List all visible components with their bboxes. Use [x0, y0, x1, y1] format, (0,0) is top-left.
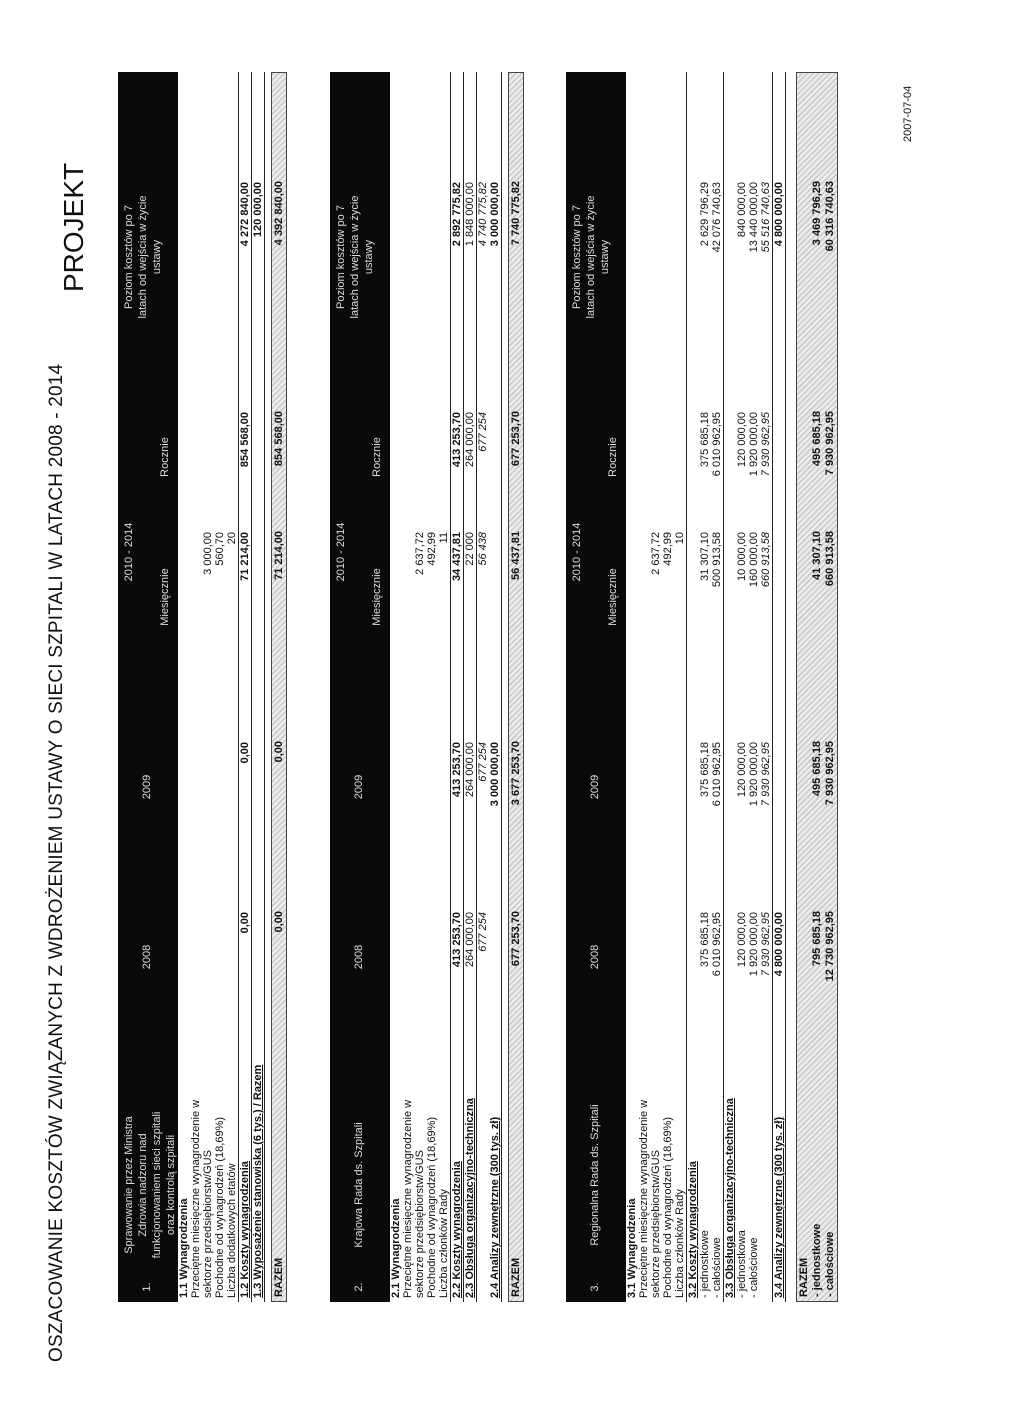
s1-row: Pochodne od wynagrodzeń (18,69%) 560,70 [214, 532, 226, 1298]
s3-row: 7 930 962,95 7 930 962,95 660 913,58 7 930 962,95 55 516 740,63 [760, 72, 773, 1302]
s3-row: sektorze przedsiębiorstw/GUS 2 637,72 [650, 532, 662, 1298]
date-stamp: 2007-07-04 [902, 85, 914, 142]
s3-row: 3.4 Analizy zewnętrzne (300 tys. zł) 4 800 000,00 4 800 000,00 [773, 72, 786, 1302]
s1-row: Liczba dodatkowych etatów 20 [226, 72, 239, 1302]
s2-row: Przeciętne miesięczne wynagrodzenie w [402, 1099, 414, 1298]
s2-row: sektorze przedsiębiorstw/GUS 2 637,72 [414, 532, 426, 1298]
s2-row: 2.3 Obsługa organizacyjno-techniczna 264 000,00 264 000,00 22 000 264 000,00 1 848 000,00 [464, 72, 477, 1302]
s1-row: Przeciętne miesięczne wynagrodzenie w [190, 1099, 202, 1298]
s3-row: - całościowe 6 010 962,95 6 010 962,95 500 913,58 6 010 962,95 42 076 740,63 [711, 72, 724, 1302]
s2-row: 2.2 Koszty wynagrodzenia 413 253,70 413 253,70 34 437,81 413 253,70 2 892 775,82 [451, 72, 464, 1302]
s1-row: 1.3 Wyposażenie stanowiska (6 tys.) / Razem 120 000,00 [252, 72, 265, 1302]
s3-row: Przeciętne miesięczne wynagrodzenie w [638, 1099, 650, 1298]
s2-total-row: RAZEM 677 253,70 3 677 253,70 56 437,81 677 253,70 7 740 775,82 [508, 72, 524, 1302]
s3-row: - jednostkowa 120 000,00 120 000,00 10 000,00 120 000,00 840 000,00 [736, 182, 748, 1298]
document-title: OSZACOWANIE KOSZTÓW ZWIĄZANYCH Z WDROŻENIEM USTAWY O SIECI SZPITALI W LATACH 2008 - 2014 [46, 363, 67, 1362]
section-1-header: 1. Sprawowanie przez Ministra Zdrowia nadzoru nad funkcjonowaniem sieci szpitali oraz kontrolą szpitali 2008 2009 2010 - 2014 Miesięcznie Rocznie Poziom kosztów po 7 latach od wejścia w życie ustawy [118, 72, 178, 1302]
section-3-header: 3. Regionalna Rada ds. Szpitali 2008 2009 2010 - 2014 Miesięcznie Rocznie Poziom kosztów po 7 latach od wejścia w życie ustawy [566, 72, 626, 1302]
s1-row: 1.1 Wynagrodzenia [178, 1198, 190, 1298]
s2-row: Liczba członków Rady 11 [438, 72, 451, 1302]
section-2-table [330, 72, 524, 1302]
s3-row: - jednostkowe 375 685,18 375 685,18 31 307,10 375 685,18 2 629 796,29 [699, 182, 711, 1298]
s1-row: sektorze przedsiębiorstw/GUS 3 000,00 [202, 532, 214, 1298]
s2-row: 2.1 Wynagrodzenia [390, 1198, 402, 1298]
s1-total-row: RAZEM 0,00 0,00 71 214,00 854 568,00 4 392 840,00 [271, 72, 287, 1302]
projekt-label: PROJEKT [58, 162, 89, 292]
section-2-header: 2. Krajowa Rada ds. Szpitali 2008 2009 2010 - 2014 Miesięcznie Rocznie Poziom kosztów po 7 latach od wejścia w życie ustawy [330, 72, 390, 1302]
s3-row: - całościowe 1 920 000,00 1 920 000,00 160 000,00 1 920 000,00 13 440 000,00 [748, 182, 760, 1298]
s1-row: 1.2 Koszty wynagrodzenia 0,00 0,00 71 214,00 854 568,00 4 272 840,00 [239, 72, 252, 1302]
s3-total-row: RAZEM - jednostkowe - całościowe 795 685,18 12 730 962,95 495 685,18 7 930 962,95 41 307,10 660 913,58 495 685,18 7 930 962,95 3 469 796,29 60 316 740,63 [796, 72, 838, 1302]
s2-row: 2.4 Analizy zewnętrzne (300 tys. zł) 3 000 000,00 3 000 000,00 [489, 72, 502, 1302]
s2-row: Pochodne od wynagrodzeń (18,69%) 492,99 [426, 532, 438, 1298]
s3-row: 3.2 Koszty wynagrodzenia [687, 1161, 699, 1298]
s2-row: 677 254 677 254 56 438 677 254 4 740 775,82 [477, 182, 489, 952]
s3-row: Pochodne od wynagrodzeń (18,69%) 492,99 [662, 532, 674, 1298]
s3-row: 3.1 Wynagrodzenia [626, 1198, 638, 1298]
section-3-table [566, 72, 838, 1302]
s3-row: 3.3 Obsługa organizacyjno-techniczna [724, 1098, 736, 1298]
s3-row: Liczba członków Rady 10 [674, 72, 687, 1302]
section-1-table [118, 72, 287, 1302]
